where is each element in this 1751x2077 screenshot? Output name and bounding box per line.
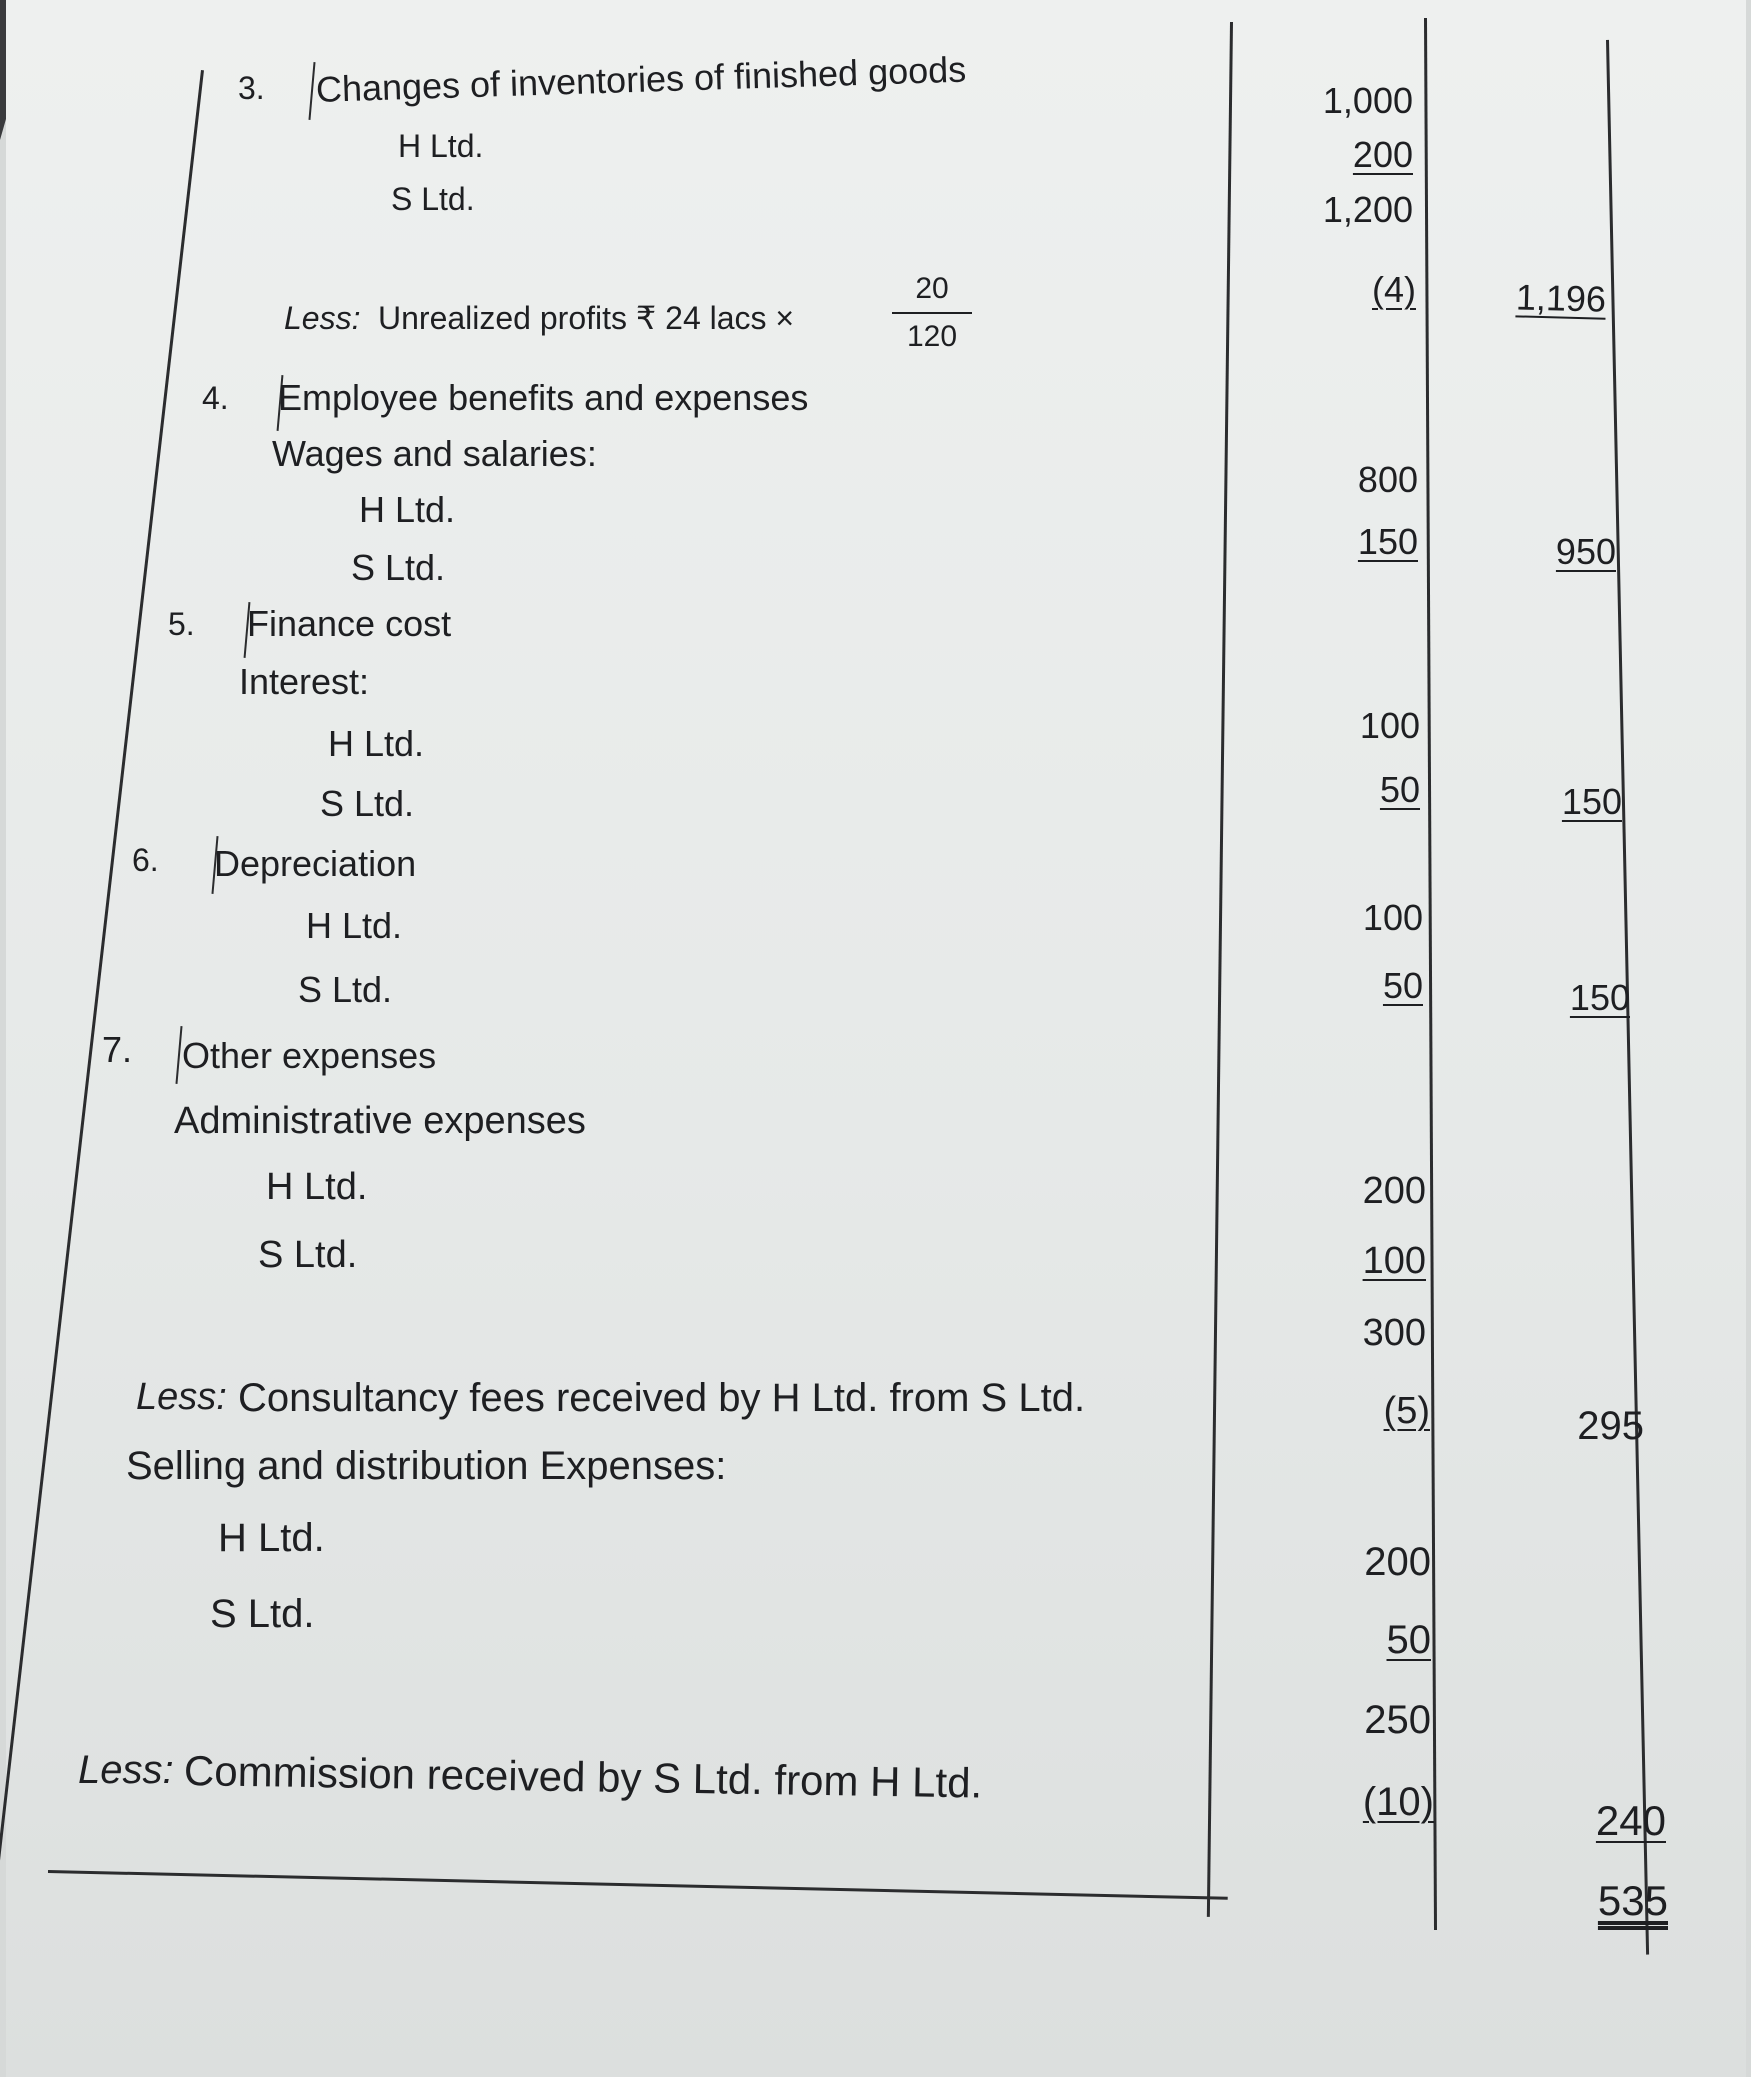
s3-number: 3. — [238, 70, 265, 106]
s5-s-label: S Ltd. — [320, 783, 415, 824]
s7-admin-h-value: 200 — [1362, 1170, 1426, 1212]
s7-admin-less-prefix: Less: — [136, 1376, 227, 1418]
s5-s-value: 50 — [1379, 769, 1420, 810]
s3-subtotal: 1,200 — [1322, 189, 1413, 230]
s7-admin-s-value: 100 — [1362, 1240, 1426, 1282]
s5-total: 150 — [1561, 781, 1622, 822]
s5-title: Finance cost — [247, 603, 452, 644]
s3-title: Changes of inventories of finished goods — [315, 48, 967, 110]
s4-sub: Wages and salaries: — [272, 433, 597, 474]
s7-admin-h-label: H Ltd. — [266, 1166, 368, 1208]
bottom-border-line — [48, 1870, 1228, 1900]
s5-sub: Interest: — [239, 661, 370, 702]
s6-title: Depreciation — [214, 843, 417, 884]
s4-h-label: H Ltd. — [359, 489, 456, 530]
s4-s-label: S Ltd. — [351, 547, 446, 588]
s7-number: 7. — [102, 1029, 133, 1070]
s4-h-value: 800 — [1357, 459, 1418, 500]
s3-h-label: H Ltd. — [398, 128, 484, 164]
s7-grand-total: 535 — [1597, 1877, 1668, 1924]
s5-h-value: 100 — [1359, 705, 1420, 746]
s4-s-value: 150 — [1357, 521, 1418, 562]
s3-less-text: Unrealized profits ₹ 24 lacs × — [378, 300, 795, 336]
s3-fraction-denominator: 120 — [906, 320, 958, 353]
document-page — [6, 0, 1746, 2077]
s7-admin-total: 295 — [1577, 1404, 1644, 1448]
s6-s-value: 50 — [1382, 965, 1423, 1006]
s6-s-label: S Ltd. — [298, 969, 393, 1010]
s5-h-label: H Ltd. — [328, 723, 425, 764]
s7-admin-subtotal: 300 — [1362, 1312, 1426, 1354]
s3-fraction-numerator: 20 — [915, 272, 949, 305]
s6-h-label: H Ltd. — [306, 905, 403, 946]
s7-sell-less-prefix: Less: — [78, 1748, 174, 1792]
s6-number: 6. — [132, 842, 159, 878]
column-divider-1 — [1207, 22, 1233, 1917]
s3-h-value: 1,000 — [1322, 80, 1413, 121]
s3-total: 1,196 — [1515, 276, 1607, 320]
s7-sell-h-label: H Ltd. — [218, 1516, 325, 1560]
s7-sell-s-label: S Ltd. — [210, 1592, 315, 1636]
s7-sell-less-text: Commission received by S Ltd. from H Ltd. — [183, 1747, 983, 1807]
s7-admin-less-text: Consultancy fees received by H Ltd. from S Ltd. — [238, 1376, 1086, 1420]
s7-sell-title: Selling and distribution Expenses: — [126, 1444, 727, 1488]
s7-title: Other expenses — [182, 1035, 437, 1076]
s7-admin-less-value: (5) — [1383, 1390, 1430, 1432]
s7-sell-subtotal: 250 — [1364, 1698, 1431, 1742]
s6-h-value: 100 — [1362, 897, 1423, 938]
s7-sell-h-value: 200 — [1364, 1540, 1431, 1584]
s7-admin-s-label: S Ltd. — [258, 1234, 358, 1276]
s7-admin-title: Administrative expenses — [174, 1100, 586, 1142]
s3-s-label: S Ltd. — [391, 181, 475, 217]
s3-fraction-bar — [892, 312, 972, 314]
s7-sell-s-value: 50 — [1386, 1618, 1431, 1662]
s4-number: 4. — [202, 380, 229, 416]
s7-sell-less-value: (10) — [1362, 1780, 1434, 1824]
left-border-line — [0, 70, 204, 1869]
s6-total: 150 — [1569, 977, 1630, 1018]
s3-less-prefix: Less: — [284, 300, 361, 336]
s3-s-value: 200 — [1352, 134, 1413, 175]
s4-title: Employee benefits and expenses — [278, 377, 809, 418]
s3-fraction — [892, 272, 972, 354]
s4-total: 950 — [1555, 531, 1616, 572]
s7-sell-total: 240 — [1595, 1797, 1666, 1844]
s3-less-value: (4) — [1372, 269, 1416, 310]
s5-number: 5. — [168, 606, 195, 642]
